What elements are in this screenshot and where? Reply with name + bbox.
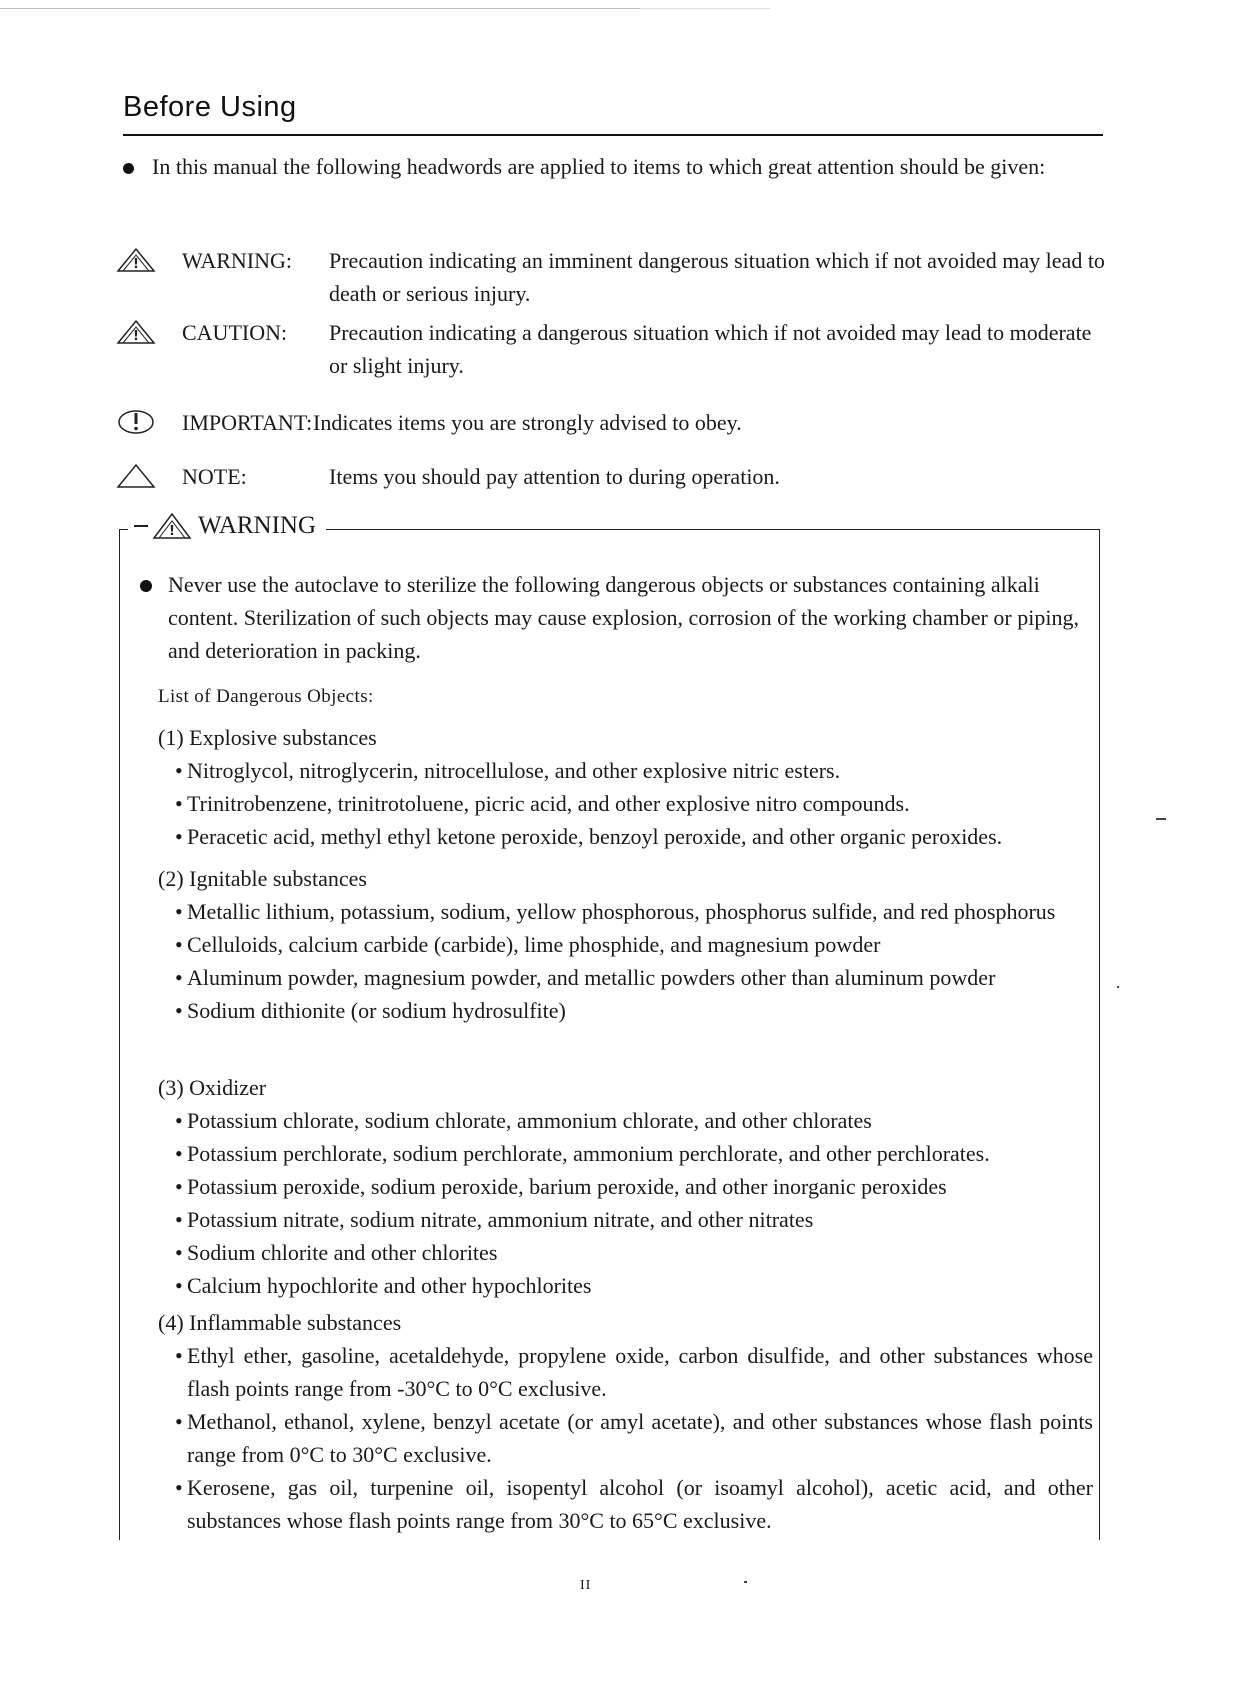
bullet-mark: • [175,998,183,1023]
item-text: Sodium chlorite and other chlorites [187,1240,498,1265]
bullet-mark: • [175,965,183,990]
definition-text: Indicates items you are strongly advised to obey. [313,410,742,435]
item-text: Calcium hypochlorite and other hypochlorites [187,1273,592,1298]
page-number: II [580,1578,592,1593]
bullet-dot [123,163,134,174]
item-text: Potassium peroxide, sodium peroxide, barium peroxide, and other inorganic peroxides [187,1174,947,1199]
substance-group [158,1071,1093,1302]
bullet-mark: • [175,1240,183,1265]
substance-group [158,862,1093,1027]
list-item [158,1339,1093,1405]
group-heading: (3) Oxidizer [158,1075,267,1100]
bullet-mark: • [175,932,183,957]
note-triangle-icon [116,463,156,489]
definition-term: IMPORTANT: [182,410,313,435]
definition-term: NOTE: [182,464,247,489]
item-text: Sodium dithionite (or sodium hydrosulfite) [187,998,566,1023]
bullet-mark: • [175,1273,183,1298]
item-text: Metallic lithium, potassium, sodium, yellow phosphorous, phosphorus sulfide, and red phosphorus [187,899,1056,924]
svg-text:!: ! [169,524,175,539]
list-item [158,1203,1093,1236]
heading-dash [134,525,148,527]
item-text: Methanol, ethanol, xylene, benzyl acetate (or amyl acetate), and other substances whose flash points range from 0°C to 30°C exclusive. [187,1409,1093,1467]
definition-text: Precaution indicating an imminent dangerous situation which if not avoided may lead to death or serious injury. [329,248,1105,306]
title-underline [123,134,1103,136]
svg-text:!: ! [133,329,139,344]
list-item [158,1236,1093,1269]
bullet-dot [140,580,152,592]
bullet-mark: • [175,1475,183,1500]
warning-lead-paragraph [140,568,1090,667]
item-text: Potassium perchlorate, sodium perchlorate, ammonium perchlorate, and other perchlorates. [187,1141,990,1166]
intro-paragraph [123,150,1103,184]
warning-lead-text: Never use the autoclave to sterilize the following dangerous objects or substances containing alkali content. Sterilization of such objects may cause explosion, corrosion of the working chamber or piping, and deterioration in packing. [168,572,1079,663]
scan-speck [1117,986,1119,988]
list-item [158,820,1093,853]
item-text: Trinitrobenzene, trinitrotoluene, picric acid, and other explosive nitro compounds. [187,791,910,816]
item-text: Ethyl ether, gasoline, acetaldehyde, propylene oxide, carbon disulfide, and other substances whose flash points range from -30°C to 0°C exclusive. [187,1343,1093,1401]
warning-box-heading [128,512,326,540]
list-item [158,994,1093,1027]
intro-text: In this manual the following headwords are applied to items to which great attention should be given: [152,154,1046,179]
group-heading: (4) Inflammable substances [158,1310,402,1335]
list-item [158,1170,1093,1203]
list-item [158,961,1093,994]
list-title: List of Dangerous Objects: [158,686,374,707]
list-item [158,1405,1093,1471]
group-heading: (2) Ignitable substances [158,866,367,891]
bullet-mark: • [175,1409,183,1434]
important-circle-icon [116,409,156,435]
section-title: Before Using [123,91,297,123]
scan-edge-line [640,8,770,9]
definition-text: Precaution indicating a dangerous situation which if not avoided may lead to moderate or slight injury. [329,320,1092,378]
bullet-mark: • [175,1141,183,1166]
warning-triangle-icon [152,512,192,540]
bullet-mark: • [175,1207,183,1232]
definition-term: WARNING: [182,248,292,273]
definition-text: Items you should pay attention to during operation. [329,464,780,489]
warning-triangle-icon [116,247,156,273]
definition-term: CAUTION: [182,320,288,345]
item-text: Peracetic acid, methyl ethyl ketone peroxide, benzoyl peroxide, and other organic peroxides. [187,824,1003,849]
bullet-mark: • [175,791,183,816]
bullet-mark: • [175,1108,183,1133]
scan-speck [744,1581,747,1583]
bullet-mark: • [175,1343,183,1368]
list-item [158,1104,1093,1137]
item-text: Aluminum powder, magnesium powder, and metallic powders other than aluminum powder [187,965,996,990]
substance-group [158,721,1093,853]
substance-group [158,1306,1093,1537]
list-item [158,895,1093,928]
bullet-mark: • [175,824,183,849]
bullet-mark: • [175,758,183,783]
group-heading: (1) Explosive substances [158,725,377,750]
scan-speck [1156,818,1166,820]
list-item [158,928,1093,961]
bullet-mark: • [175,899,183,924]
list-item [158,1269,1093,1302]
item-text: Kerosene, gas oil, turpenine oil, isopentyl alcohol (or isoamyl alcohol), acetic acid, and other substances whose flash points range from 30°C to 65°C exclusive. [187,1475,1093,1533]
svg-text:!: ! [133,257,139,272]
item-text: Nitroglycol, nitroglycerin, nitrocellulose, and other explosive nitric esters. [187,758,841,783]
list-item [158,754,1093,787]
caution-triangle-icon [116,319,156,345]
list-item [158,1471,1093,1537]
list-item [158,1137,1093,1170]
item-text: Potassium nitrate, sodium nitrate, ammonium nitrate, and other nitrates [187,1207,814,1232]
item-text: Potassium chlorate, sodium chlorate, ammonium chlorate, and other chlorates [187,1108,872,1133]
bullet-mark: • [175,1174,183,1199]
warning-heading-text: WARNING [198,512,317,539]
item-text: Celluloids, calcium carbide (carbide), lime phosphide, and magnesium powder [187,932,881,957]
list-item [158,787,1093,820]
